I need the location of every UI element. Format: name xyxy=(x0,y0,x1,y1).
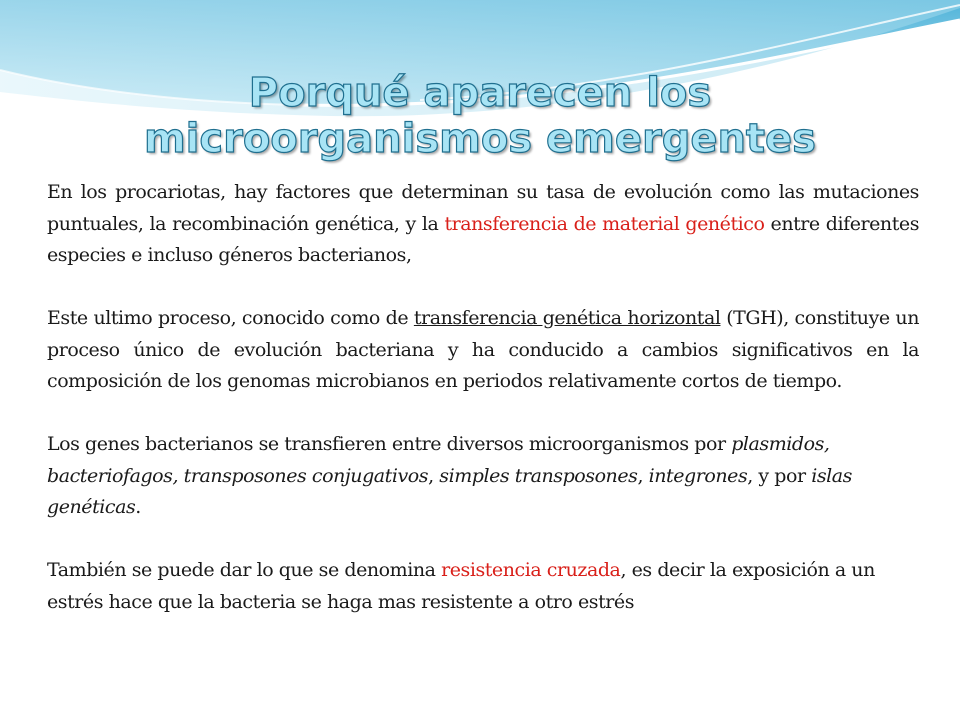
p2-text-start: Este ultimo proceso, conocido como de xyxy=(47,307,414,329)
p3-sep-4: . xyxy=(135,496,141,518)
p1-text-start: En los procariotas, hay factores que determinan su tasa de evolución como las mutaciones puntuales, la recombinación genética, y la xyxy=(47,181,919,235)
paragraph-2 xyxy=(47,303,919,398)
p1-text-end: entre diferentes especies e incluso géneros bacterianos, xyxy=(47,212,919,266)
p3-italic-2: simples transposones xyxy=(439,464,638,487)
slide-body xyxy=(47,177,919,650)
p1-highlight: transferencia de material genético xyxy=(444,212,765,235)
p2-text-end: (TGH), constituye un proceso único de evolución bacteriana y ha conducido a cambios significativos en la composición de los genomas microbianos en periodos relativamente cortos de tiempo. xyxy=(47,307,919,392)
p2-underlined-term: transferencia genética horizontal xyxy=(413,307,721,329)
paragraph-4 xyxy=(47,555,919,618)
p4-text-end: , es decir la exposición a un estrés hace que la bacteria se haga mas resistente a otro estrés xyxy=(47,559,875,613)
p3-italic-1: plasmidos, bacteriofagos, transposones conjugativos xyxy=(47,433,830,487)
p3-italic-3: integrones xyxy=(648,464,748,487)
paragraph-3 xyxy=(47,429,919,524)
p4-highlight: resistencia cruzada xyxy=(441,559,621,581)
p3-sep-2: , xyxy=(637,464,649,487)
paragraph-1 xyxy=(47,177,919,272)
p3-text-start: Los genes bacterianos se transfieren entre diversos microorganismos por xyxy=(47,433,732,455)
p3-italic-4: islas genéticas xyxy=(47,464,852,518)
p3-sep-3: , y por xyxy=(747,464,812,487)
p3-sep-1: , xyxy=(428,464,440,487)
slide-title: Porqué aparecen los microorganismos emergentes xyxy=(144,70,816,162)
p4-text-start: También se puede dar lo que se denomina xyxy=(47,559,442,581)
